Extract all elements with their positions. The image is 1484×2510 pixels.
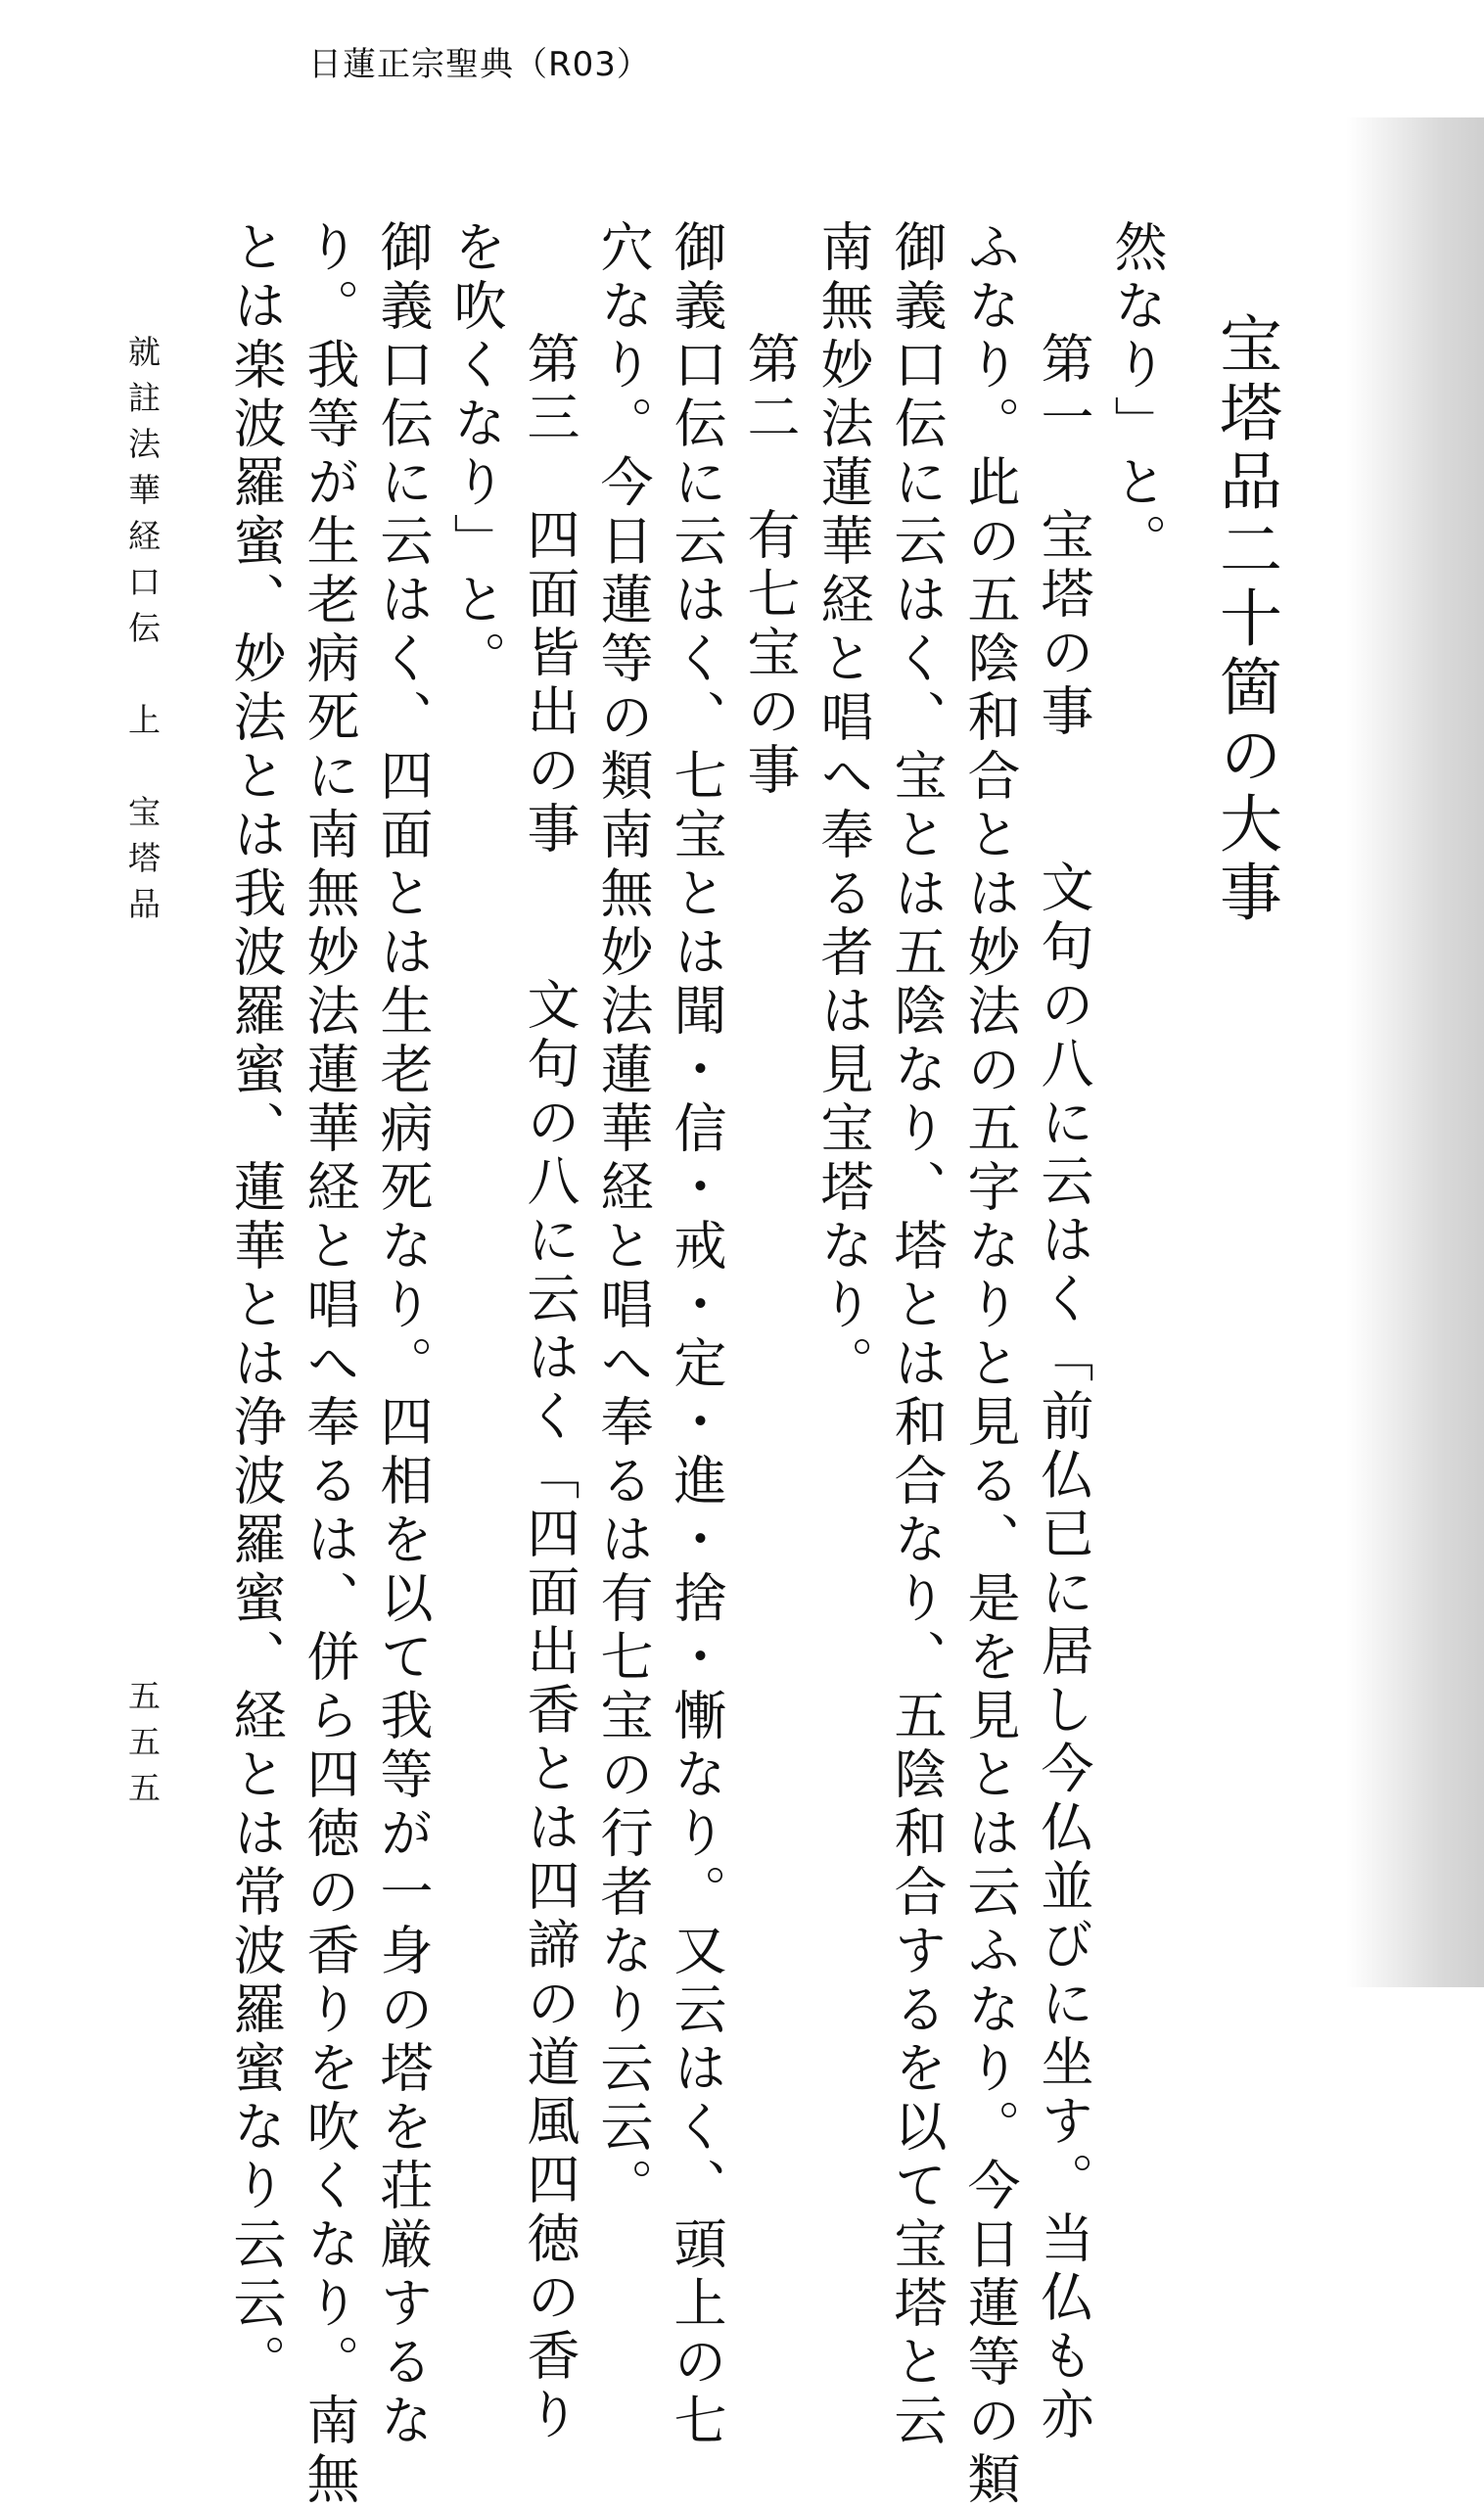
text-column-9: 第三 四面皆出の事 文句の八に云はく「四面出香とは四諦の道風四徳の香り: [519, 331, 580, 2445]
text-column-4: 御義口伝に云はく、宝とは五陰なり、塔とは和合なり、五陰和合するを以て宝塔と云: [886, 219, 948, 2451]
text-column-13: とは楽波羅蜜、妙法とは我波羅蜜、蓮華とは浄波羅蜜、経とは常波羅蜜なり云云。: [225, 219, 287, 2393]
text-column-2: 第一 宝塔の事 文句の八に云はく「前仏已に居し今仏並びに坐す。当仏も亦: [1033, 331, 1094, 2445]
text-column-8: 穴なり。今日蓮等の類南無妙法蓮華経と唱へ奉るは有七宝の行者なり云云。: [592, 219, 654, 2216]
text-column-6: 第二 有七宝の事: [739, 331, 801, 801]
text-column-5: 南無妙法蓮華経と唱へ奉る者は見宝塔なり。: [812, 219, 874, 1394]
text-column-11: 御義口伝に云はく、四面とは生老病死なり。四相を以て我等が一身の塔を荘厳するな: [372, 219, 434, 2451]
footer-book-title: 就註法華経口伝 上 宝塔品: [123, 335, 162, 933]
text-column-10: を吹くなり」と。: [445, 219, 507, 689]
text-column-3: ふなり。此の五陰和合とは妙法の五字なりと見る、是を見とは云ふなり。今日蓮等の類: [959, 219, 1021, 2510]
page-number: 五五五: [123, 1679, 162, 1817]
text-column-7: 御義口伝に云はく、七宝とは聞・信・戒・定・進・捨・慚なり。又云はく、頭上の七: [666, 219, 727, 2451]
text-column-12: り。我等が生老病死に南無妙法蓮華経と唱へ奉るは、併ら四徳の香りを吹くなり。南無: [299, 219, 360, 2510]
page-edge-shadow: [1346, 117, 1484, 1987]
page-header: 日蓮正宗聖典（R03）: [308, 45, 651, 84]
chapter-title: 宝塔品二十箇の大事: [1209, 311, 1281, 928]
text-column-1: 然なり」と。: [1106, 219, 1168, 572]
